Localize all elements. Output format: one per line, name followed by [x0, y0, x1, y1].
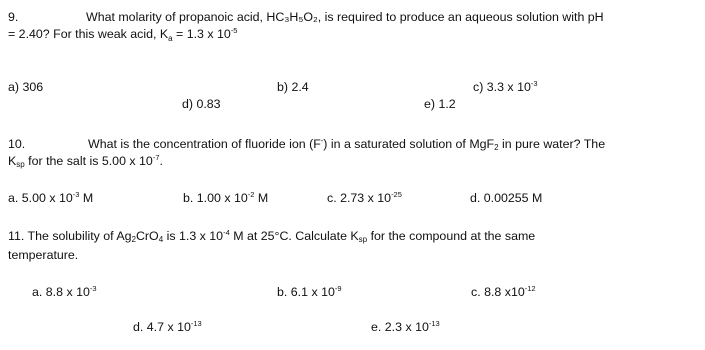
q9-line2: = 2.40? For this weak acid, $K_a = 1.3$ x $10^{-5}$: [8, 26, 238, 43]
q10-option-b: b. 1.00 x $10^{-2}$ M: [183, 190, 269, 205]
q11-line2: temperature.: [8, 248, 79, 262]
q10-option-c: c. 2.73 x $10^{-25}$: [327, 190, 402, 205]
q9-text: What molarity of propanoic acid, HC₃H₅O₂, is required to produce an aqueous solution with pH: [86, 10, 604, 24]
q9-option-b: b) 2.4: [277, 80, 309, 94]
q11-option-e: e. 2.3 x $10^{-13}$: [371, 319, 440, 334]
q10-text: What is the concentration of fluoride ion (F-) in a saturated solution of MgF$_2$ in pure water? The: [88, 136, 606, 152]
q11-option-b: b. 6.1 x $10^{-9}$: [277, 284, 342, 299]
q10-option-d: d. 0.00255 M: [470, 191, 543, 205]
q11-option-a: a. 8.8 x $10^{-3}$: [32, 284, 97, 299]
q11-option-d: d. 4.7 x $10^{-13}$: [133, 319, 202, 334]
q10-number: 10.: [8, 137, 26, 151]
q9-option-d: d) 0.83: [182, 97, 221, 111]
q10-option-a: a. 5.00 x $10^{-3}$ M: [8, 190, 94, 205]
q9-option-a: a) 306: [8, 80, 44, 94]
q11-text: 11. The solubility of $Ag_2CrO_4$ is 1.3 x $10^{-4}$ M at 25°C. Calculate $K_{sp}$ for the compound at the same: [8, 228, 536, 244]
q9-number: 9.: [8, 10, 19, 24]
q10-line2: $K_{sp}$ for the salt is 5.00 x $10^{-7}$.: [8, 153, 163, 169]
q9-option-e: e) 1.2: [424, 97, 456, 111]
q11-option-c: c. 8.8 $x10^{-12}$: [471, 284, 536, 299]
q9-option-c: c) 3.3 x $10^{-3}$: [473, 79, 538, 94]
